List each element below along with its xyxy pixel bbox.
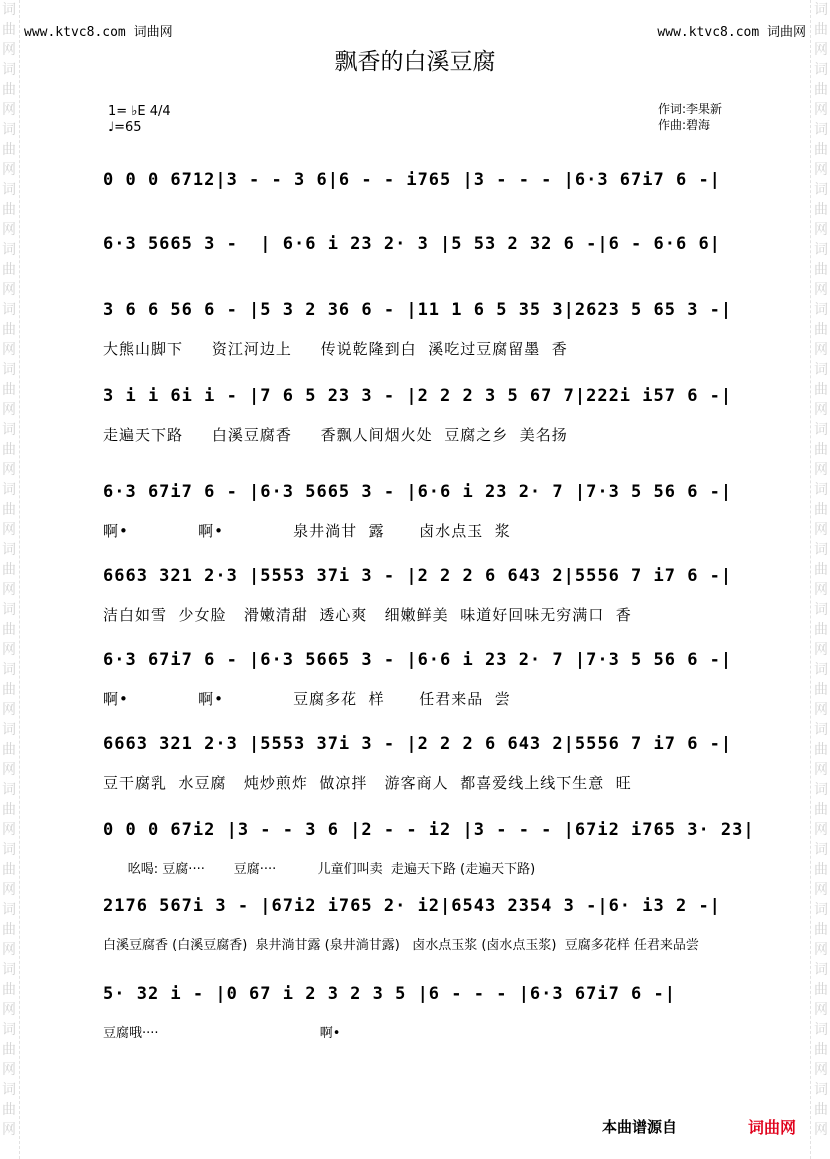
- lyrics-line: 走遍天下路 白溪豆腐香 香飘人间烟火处 豆腐之乡 美名扬: [103, 426, 568, 444]
- notation-line: 3 i i 6i i - |7 6 5 23 3 - |2 2 2 3 5 67 7|222i i57 6 -|: [103, 386, 733, 406]
- key-line: 1= ♭E 4/4: [108, 104, 171, 119]
- lyrics-line: 洁白如雪 少女脸 滑嫩清甜 透心爽 细嫩鲜美 味道好回味无穷满口 香: [103, 606, 632, 624]
- notation-line: 6·3 67i7 6 - |6·3 5665 3 - |6·6 i 23 2· 7 |7·3 5 56 6 -|: [103, 482, 733, 502]
- notation-line: 3 6 6 56 6 - |5 3 2 36 6 - |11 1 6 5 35 3|2623 5 65 3 -|: [103, 300, 733, 320]
- lyrics-line: 白溪豆腐香 (白溪豆腐香) 泉井淌甘露 (泉井淌甘露) 卤水点玉浆 (卤水点玉浆) 豆腐多花样 任君来品尝: [103, 938, 699, 953]
- lyrics-line: 吆喝: 豆腐···· 豆腐···· 儿童们叫卖 走遍天下路 (走遍天下路): [103, 862, 536, 877]
- tempo-marking: ♩=65: [108, 120, 142, 135]
- footer-source: 本曲谱源自: [602, 1118, 678, 1136]
- composer: 作曲:碧海: [658, 118, 711, 132]
- top-right-watermark: www.ktvc8.com 词曲网: [657, 25, 806, 40]
- top-left-watermark: www.ktvc8.com 词曲网: [24, 25, 173, 40]
- footer-logo: 词曲网: [748, 1118, 797, 1137]
- credits: [658, 101, 722, 133]
- notation-line: 0 0 0 6712|3 - - 3 6|6 - - i765 |3 - - - |6·3 67i7 6 -|: [103, 170, 721, 190]
- notation-line: 6·3 5665 3 - | 6·6 i 23 2· 3 |5 53 2 32 6 -|6 - 6·6 6|: [103, 234, 721, 254]
- notation-line: 6663 321 2·3 |5553 37i 3 - |2 2 2 6 643 2|5556 7 i7 6 -|: [103, 734, 733, 754]
- notation-line: 6663 321 2·3 |5553 37i 3 - |2 2 2 6 643 2|5556 7 i7 6 -|: [103, 566, 733, 586]
- lyrics-line: 啊• 啊• 泉井淌甘 露 卤水点玉 浆: [103, 522, 511, 540]
- lyricist: 作词:李果新: [658, 102, 723, 116]
- side-watermark-right: 词 曲 网 词 曲 网 词 曲 网 词 曲 网 词 曲 网 词 曲 网 词 曲 网 词 曲 网 词 曲 网 词 曲 网 词 曲 网 词 曲 网 词 曲 网 词 曲 网 词 曲 网 词 曲 网 词 曲 网 词 曲 网 词 曲 网: [814, 2, 828, 1138]
- notation-line: 2176 567i 3 - |67i2 i765 2· i2|6543 2354 3 -|6· i3 2 -|: [103, 896, 721, 916]
- lyrics-line: 豆腐哦···· 啊•: [103, 1026, 341, 1041]
- key-signature: [108, 104, 171, 136]
- side-watermark-left: 词 曲 网 词 曲 网 词 曲 网 词 曲 网 词 曲 网 词 曲 网 词 曲 网 词 曲 网 词 曲 网 词 曲 网 词 曲 网 词 曲 网 词 曲 网 词 曲 网 词 曲 网 词 曲 网 词 曲 网 词 曲 网 词 曲 网: [2, 2, 16, 1138]
- notation-line: 0 0 0 67i2 |3 - - 3 6 |2 - - i2 |3 - - - |67i2 i765 3· 23|: [103, 820, 755, 840]
- lyrics-line: 啊• 啊• 豆腐多花 样 任君来品 尝: [103, 690, 511, 708]
- lyrics-line: 豆干腐乳 水豆腐 炖炒煎炸 做凉拌 游客商人 都喜爱线上线下生意 旺: [103, 774, 632, 792]
- notation-line: 5· 32 i - |0 67 i 2 3 2 3 5 |6 - - - |6·3 67i7 6 -|: [103, 984, 676, 1004]
- lyrics-line: 大熊山脚下 资江河边上 传说乾隆到白 溪吃过豆腐留墨 香: [103, 340, 568, 358]
- notation-line: 6·3 67i7 6 - |6·3 5665 3 - |6·6 i 23 2· 7 |7·3 5 56 6 -|: [103, 650, 733, 670]
- song-title: 飘香的白溪豆腐: [334, 49, 496, 75]
